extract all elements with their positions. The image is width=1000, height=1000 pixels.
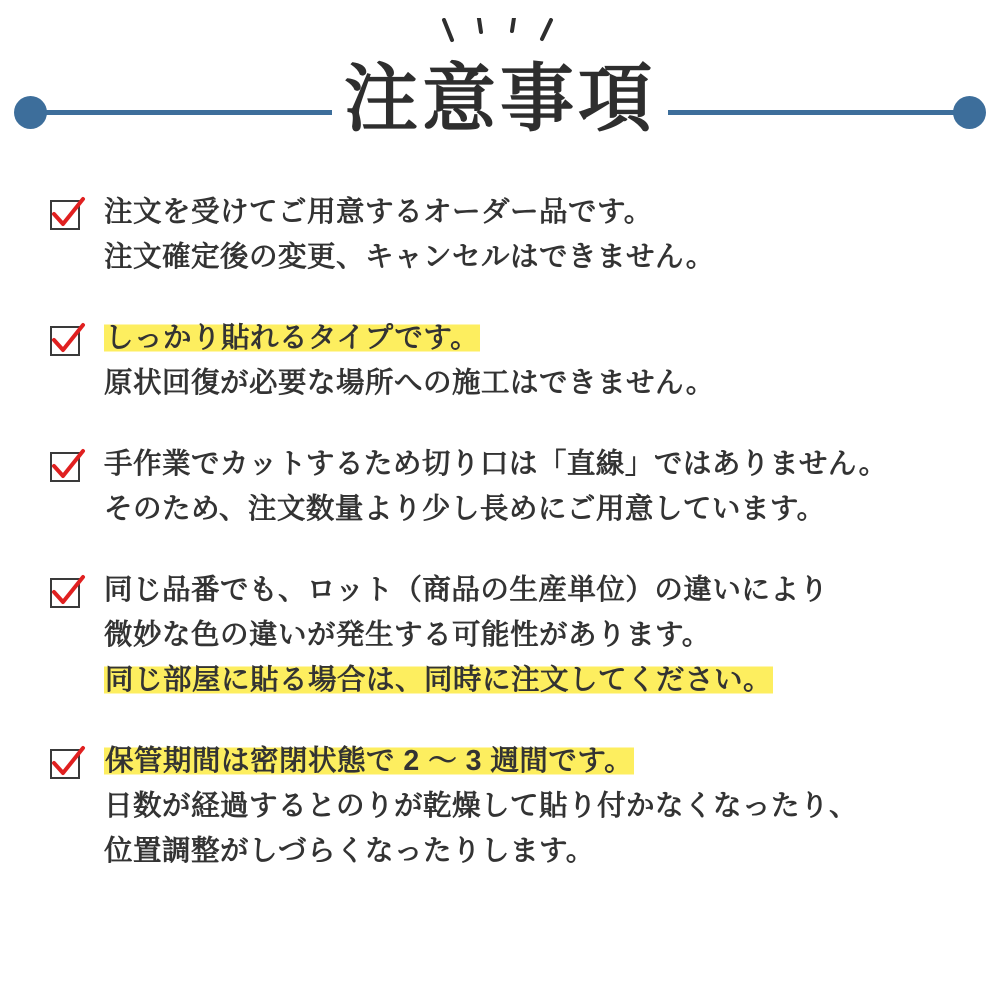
list-item <box>0 739 1000 874</box>
note-line: 位置調整がしづらくなったりします。 <box>104 835 595 868</box>
page-title: 注意事項 <box>344 57 656 140</box>
note-text <box>104 442 1000 532</box>
note-line: 保管期間は密閉状態で 2 〜 3 週間です。 <box>105 745 634 778</box>
note-text <box>104 739 1000 874</box>
checkbox-checked-icon <box>48 322 86 360</box>
note-line: 同じ部屋に貼る場合は、同時に注文してください。 <box>105 664 773 697</box>
page-header <box>0 0 1000 175</box>
note-line: 手作業でカットするため切り口は「直線」ではありません。 <box>104 448 888 481</box>
note-line: 原状回復が必要な場所への施工はできません。 <box>104 367 715 400</box>
list-item <box>0 316 1000 406</box>
checkbox-checked-icon <box>48 574 86 612</box>
header-rule-right <box>668 110 968 115</box>
header-dot-right <box>953 96 986 129</box>
list-item <box>0 442 1000 532</box>
notes-list <box>0 190 1000 910</box>
checkbox-checked-icon <box>48 196 86 234</box>
note-line: 微妙な色の違いが発生する可能性があります。 <box>104 619 711 652</box>
note-line: 注文確定後の変更、キャンセルはできません。 <box>104 241 715 274</box>
note-line: 同じ品番でも、ロット（商品の生産単位）の違いにより <box>104 574 829 607</box>
checkbox-checked-icon <box>48 745 86 783</box>
note-text <box>104 568 1000 703</box>
note-text <box>104 190 1000 280</box>
checkbox-checked-icon <box>48 448 86 486</box>
note-line: 日数が経過するとのりが乾燥して貼り付かなくなったり、 <box>104 790 859 823</box>
note-text <box>104 316 1000 406</box>
list-item <box>0 190 1000 280</box>
list-item <box>0 568 1000 703</box>
note-line: しっかり貼れるタイプです。 <box>105 322 480 355</box>
note-line: そのため、注文数量より少し長めにご用意しています。 <box>104 493 826 526</box>
note-line: 注文を受けてご用意するオーダー品です。 <box>104 196 653 228</box>
